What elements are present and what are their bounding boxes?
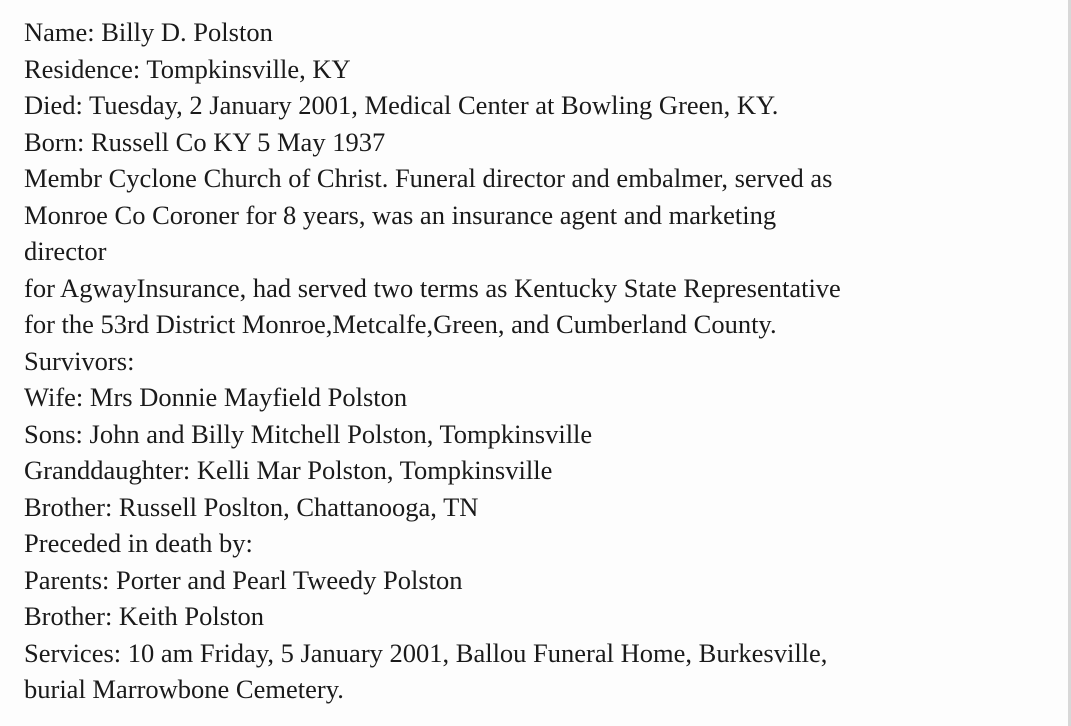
survivor-wife: Wife: Mrs Donnie Mayfield Polston bbox=[24, 382, 408, 412]
residence-line: Residence: Tompkinsville, KY bbox=[24, 53, 351, 84]
survivor-sons: Sons: John and Billy Mitchell Polston, Tompkinsville bbox=[24, 418, 593, 449]
obituary-text bbox=[24, 14, 1064, 708]
preceded-heading: Preceded in death by: bbox=[24, 528, 253, 558]
biography-line-2: Monroe Co Coroner for 8 years, was an insurance agent and marketing bbox=[24, 199, 777, 230]
survivor-brother: Brother: Russell Poslton, Chattanooga, TN bbox=[24, 491, 479, 522]
survivor-granddaughter: Granddaughter: Kelli Mar Polston, Tompkinsville bbox=[24, 455, 553, 485]
preceded-parents: Parents: Porter and Pearl Tweedy Polston bbox=[24, 564, 463, 595]
biography-line-3: director bbox=[24, 236, 107, 266]
services-line-1: Services: 10 am Friday, 5 January 2001, Ballou Funeral Home, Burkesville, bbox=[24, 637, 828, 668]
biography-line-1: Membr Cyclone Church of Christ. Funeral director and embalmer, served as bbox=[24, 163, 833, 193]
biography-line-5: for the 53rd District Monroe,Metcalfe,Green, and Cumberland County. bbox=[24, 309, 777, 339]
biography-line-4: for AgwayInsurance, had served two terms as Kentucky State Representative bbox=[24, 272, 841, 303]
born-line: Born: Russell Co KY 5 May 1937 bbox=[24, 126, 386, 157]
preceded-brother: Brother: Keith Polston bbox=[24, 601, 264, 631]
name-line: Name: Billy D. Polston bbox=[24, 17, 273, 47]
died-line: Died: Tuesday, 2 January 2001, Medical Center at Bowling Green, KY. bbox=[24, 90, 779, 120]
services-line-2: burial Marrowbone Cemetery. bbox=[24, 674, 344, 704]
survivors-heading: Survivors: bbox=[24, 345, 135, 376]
